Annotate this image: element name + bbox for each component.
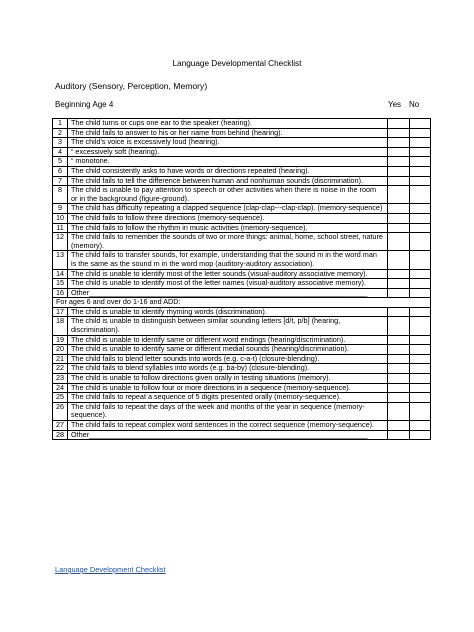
row-description: The child fails to repeat the days of the week and months of the year in sequence (memory-sequence). — [68, 402, 388, 420]
row-description: The child fails to follow the rhythm in music activities (memory-sequence). — [68, 223, 388, 233]
yes-checkbox-cell[interactable] — [388, 213, 410, 223]
row-number: 12 — [53, 233, 68, 251]
checklist-row — [53, 233, 431, 251]
yes-checkbox-cell[interactable] — [388, 157, 410, 167]
checklist-row — [53, 317, 431, 335]
row-number: 13 — [53, 251, 68, 269]
row-description: Other_____________________________________________________________________ — [68, 430, 388, 440]
yes-checkbox-cell[interactable] — [388, 374, 410, 384]
no-checkbox-cell[interactable] — [410, 430, 431, 440]
checklist-row — [53, 166, 431, 176]
row-number: 17 — [53, 307, 68, 317]
checklist-row — [53, 204, 431, 214]
row-number: 28 — [53, 430, 68, 440]
row-number: 19 — [53, 335, 68, 345]
yes-checkbox-cell[interactable] — [388, 402, 410, 420]
no-checkbox-cell[interactable] — [410, 251, 431, 269]
no-checkbox-cell[interactable] — [410, 157, 431, 167]
no-checkbox-cell[interactable] — [410, 186, 431, 204]
row-description: The child is unable to identify same or different medial sounds (hearing/discrimination). — [68, 345, 388, 355]
row-number: 27 — [53, 421, 68, 431]
section-row — [53, 298, 431, 308]
yes-checkbox-cell[interactable] — [388, 269, 410, 279]
no-checkbox-cell[interactable] — [410, 166, 431, 176]
yes-checkbox-cell[interactable] — [388, 393, 410, 403]
yes-column-label: Yes — [388, 100, 402, 109]
no-checkbox-cell[interactable] — [410, 364, 431, 374]
no-checkbox-cell[interactable] — [410, 233, 431, 251]
checklist-row — [53, 186, 431, 204]
no-checkbox-cell[interactable] — [410, 269, 431, 279]
row-number: 23 — [53, 374, 68, 384]
checklist-row — [53, 119, 431, 129]
row-description: “ monotone. — [68, 157, 388, 167]
section-subtitle: Auditory (Sensory, Perception, Memory) — [55, 81, 208, 91]
row-number: 21 — [53, 354, 68, 364]
no-checkbox-cell[interactable] — [410, 223, 431, 233]
row-number: 15 — [53, 279, 68, 289]
row-number: 7 — [53, 176, 68, 186]
no-column-label: No — [409, 100, 420, 109]
checklist-table — [52, 118, 431, 440]
yes-checkbox-cell[interactable] — [388, 223, 410, 233]
row-number: 22 — [53, 364, 68, 374]
section-label: For ages 6 and over do 1-16 and ADD: — [53, 298, 431, 308]
no-checkbox-cell[interactable] — [410, 402, 431, 420]
no-checkbox-cell[interactable] — [410, 317, 431, 335]
row-number: 8 — [53, 186, 68, 204]
no-checkbox-cell[interactable] — [410, 421, 431, 431]
yes-checkbox-cell[interactable] — [388, 364, 410, 374]
checklist-row — [53, 138, 431, 148]
row-number: 25 — [53, 393, 68, 403]
row-number: 5 — [53, 157, 68, 167]
checklist-row — [53, 279, 431, 289]
yes-checkbox-cell[interactable] — [388, 138, 410, 148]
no-checkbox-cell[interactable] — [410, 345, 431, 355]
row-description: The child turns or cups one ear to the speaker (hearing). — [68, 119, 388, 129]
yes-checkbox-cell[interactable] — [388, 335, 410, 345]
row-number: 18 — [53, 317, 68, 335]
row-number: 9 — [53, 204, 68, 214]
row-description: The child fails to follow three directions (memory-sequence). — [68, 213, 388, 223]
yes-checkbox-cell[interactable] — [388, 279, 410, 289]
yes-checkbox-cell[interactable] — [388, 354, 410, 364]
no-checkbox-cell[interactable] — [410, 204, 431, 214]
row-number: 10 — [53, 213, 68, 223]
row-description: The child fails to repeat complex word sentences in the correct sequence (memory-sequence). — [68, 421, 388, 431]
row-description: “ excessively soft (hearing). — [68, 147, 388, 157]
yes-checkbox-cell[interactable] — [388, 128, 410, 138]
row-description: The child fails to tell the difference between human and nonhuman sounds (discrimination). — [68, 176, 388, 186]
yes-checkbox-cell[interactable] — [388, 204, 410, 214]
yes-checkbox-cell[interactable] — [388, 147, 410, 157]
no-checkbox-cell[interactable] — [410, 335, 431, 345]
row-description: The child fails to blend letter sounds into words (e.g. c-a-t) (closure-blending). — [68, 354, 388, 364]
checklist-link[interactable]: Language Development Checklist — [55, 565, 166, 574]
yes-checkbox-cell[interactable] — [388, 233, 410, 251]
row-description: The child is unable to follow four or more directions in a sequence (memory-sequence). — [68, 383, 388, 393]
checklist-row — [53, 393, 431, 403]
yes-checkbox-cell[interactable] — [388, 317, 410, 335]
no-checkbox-cell[interactable] — [410, 213, 431, 223]
no-checkbox-cell[interactable] — [410, 354, 431, 364]
yes-checkbox-cell[interactable] — [388, 345, 410, 355]
yes-checkbox-cell[interactable] — [388, 186, 410, 204]
yes-checkbox-cell[interactable] — [388, 288, 410, 298]
yes-checkbox-cell[interactable] — [388, 307, 410, 317]
row-number: 1 — [53, 119, 68, 129]
row-number: 2 — [53, 128, 68, 138]
row-description: The child fails to repeat a sequence of 5 digits presented orally (memory-sequence). — [68, 393, 388, 403]
no-checkbox-cell[interactable] — [410, 307, 431, 317]
row-number: 24 — [53, 383, 68, 393]
checklist-row — [53, 402, 431, 420]
checklist-row — [53, 251, 431, 269]
row-number: 4 — [53, 147, 68, 157]
row-description: The child is unable to identify most of the letter sounds (visual-auditory associative memory). — [68, 269, 388, 279]
row-description: The child is unable to identify most of the letter names (visual-auditory associative memory). — [68, 279, 388, 289]
row-description: The child consistently asks to have words or directions repeated (hearing). — [68, 166, 388, 176]
row-description: The child fails to blend syllables into words (e.g. ba-by) (closure-blending). — [68, 364, 388, 374]
row-description: The child is unable to follow directions given orally in testing situations (memory). — [68, 374, 388, 384]
no-checkbox-cell[interactable] — [410, 147, 431, 157]
no-checkbox-cell[interactable] — [410, 128, 431, 138]
row-number: 6 — [53, 166, 68, 176]
row-description: The child has difficulty repeating a clapped sequence (clap-clap---clap-clap). (memory-sequence) — [68, 204, 388, 214]
row-number: 14 — [53, 269, 68, 279]
row-number: 16 — [53, 288, 68, 298]
yes-checkbox-cell[interactable] — [388, 383, 410, 393]
no-checkbox-cell[interactable] — [410, 393, 431, 403]
no-checkbox-cell[interactable] — [410, 279, 431, 289]
no-checkbox-cell[interactable] — [410, 374, 431, 384]
yes-checkbox-cell[interactable] — [388, 176, 410, 186]
document-title: Language Developmental Checklist — [172, 59, 302, 68]
row-description: The child fails to answer to his or her name from behind (hearing). — [68, 128, 388, 138]
no-checkbox-cell[interactable] — [410, 383, 431, 393]
yes-checkbox-cell[interactable] — [388, 430, 410, 440]
yes-checkbox-cell[interactable] — [388, 421, 410, 431]
row-description: The child is unable to distinguish between similar sounding letters [d/t, p/b] (hearing, discrimination). — [68, 317, 388, 335]
no-checkbox-cell[interactable] — [410, 176, 431, 186]
row-description: The child is unable to identify rhyming words (discrimination). — [68, 307, 388, 317]
checklist-row — [53, 345, 431, 355]
row-description: The child is unable to pay attention to speech or other activities when there is noise in the room or in the background (figure-ground). — [68, 186, 388, 204]
no-checkbox-cell[interactable] — [410, 138, 431, 148]
checklist-row — [53, 374, 431, 384]
row-description: The child’s voice is excessively loud (hearing). — [68, 138, 388, 148]
row-description: The child is unable to identify same or different word endings (hearing/discrimination). — [68, 335, 388, 345]
row-number: 3 — [53, 138, 68, 148]
yes-checkbox-cell[interactable] — [388, 166, 410, 176]
row-description: The child fails to transfer sounds, for example, understanding that the sound m in the word man is the same as the sound m in the word mop (auditory-auditory association). — [68, 251, 388, 269]
row-description: Other_____________________________________________________________________ — [68, 288, 388, 298]
row-number: 20 — [53, 345, 68, 355]
checklist-row — [53, 430, 431, 440]
row-description: The child fails to remember the sounds of two or more things: animal, home, school street, nature (memory). — [68, 233, 388, 251]
row-number: 11 — [53, 223, 68, 233]
no-checkbox-cell[interactable] — [410, 288, 431, 298]
checklist-row — [53, 213, 431, 223]
yes-checkbox-cell[interactable] — [388, 119, 410, 129]
age-heading: Beginning Age 4 — [55, 100, 114, 109]
no-checkbox-cell[interactable] — [410, 119, 431, 129]
checklist-row — [53, 421, 431, 431]
yes-checkbox-cell[interactable] — [388, 251, 410, 269]
row-number: 26 — [53, 402, 68, 420]
